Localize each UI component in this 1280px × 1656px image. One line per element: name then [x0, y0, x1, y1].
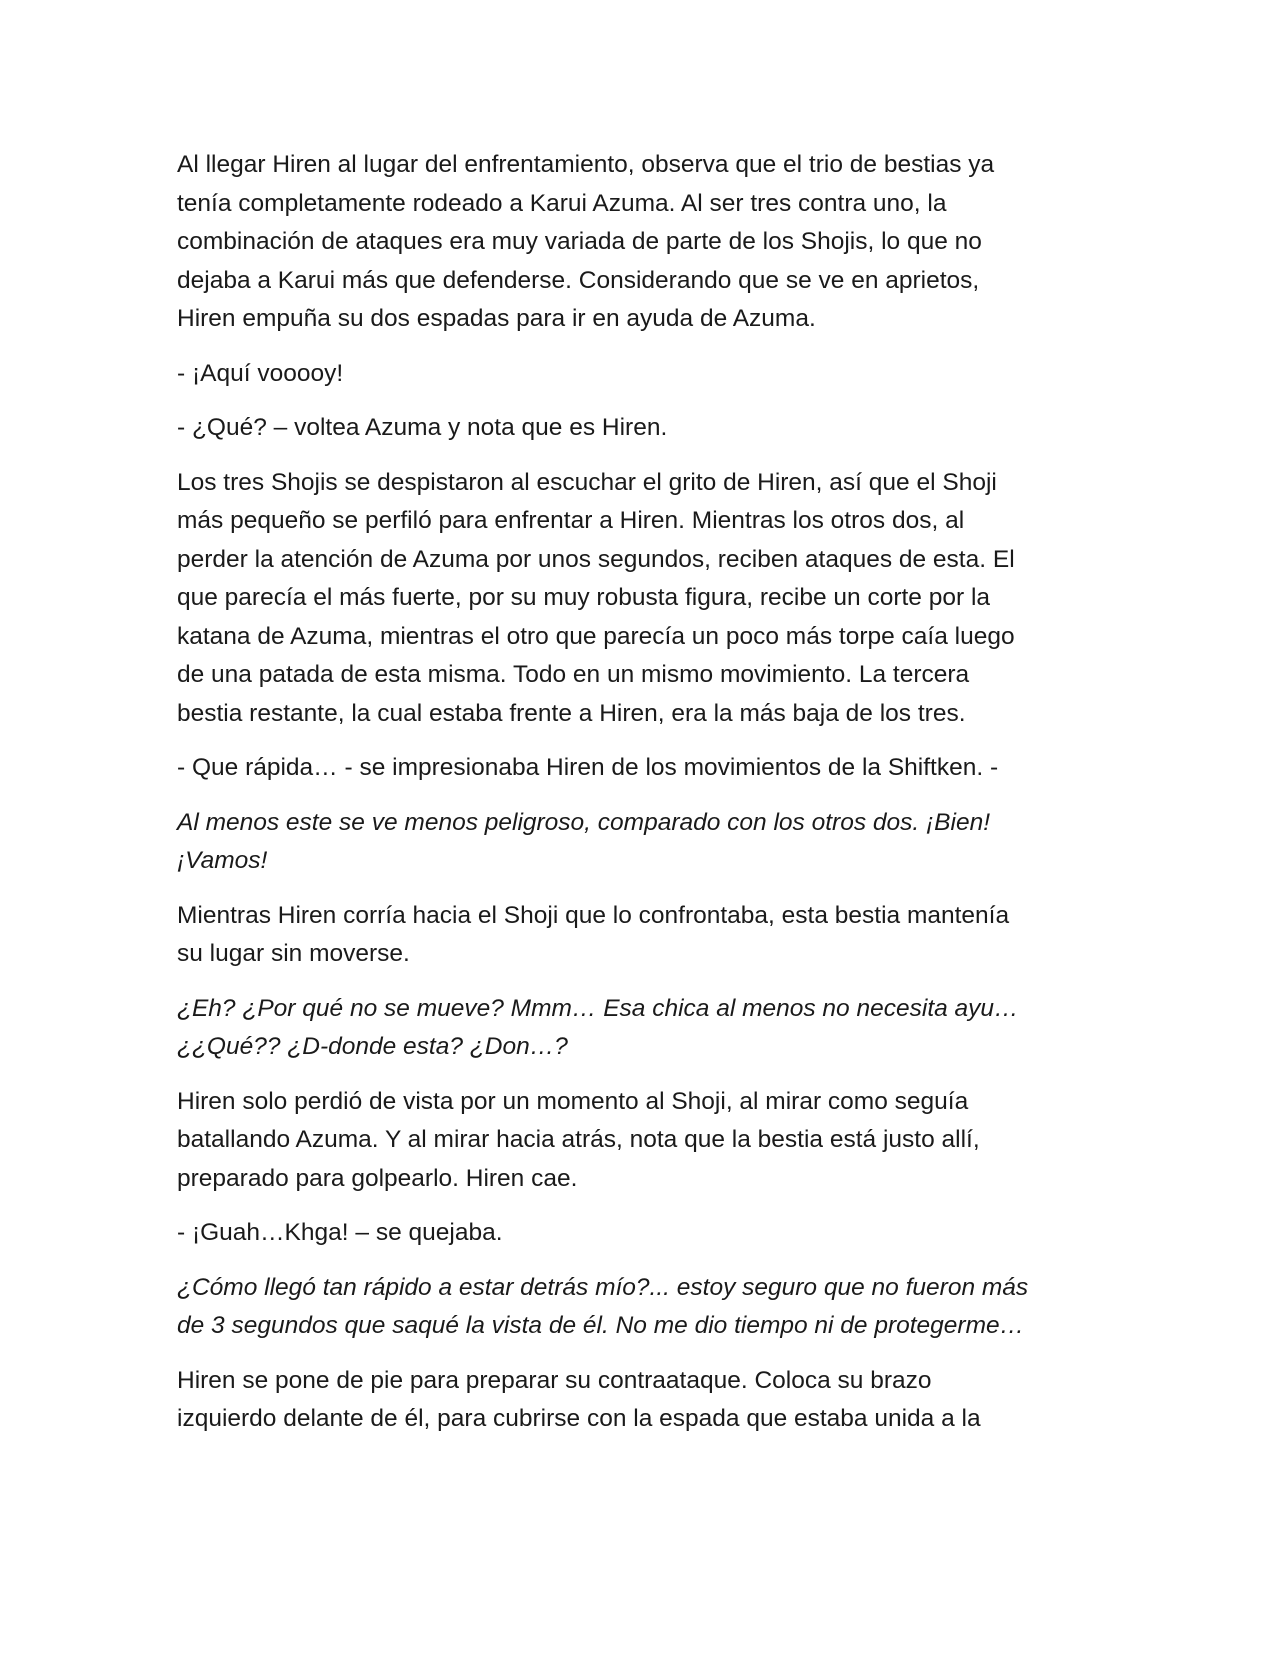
dialogue-line-2: - ¿Qué? – voltea Azuma y nota que es Hiren.	[177, 414, 668, 441]
dialogue-line-1: - ¡Aquí vooooy!	[177, 359, 344, 387]
inner-thought-1: Al menos este se ve menos peligroso, comparado con los otros dos. ¡Bien! ¡Vamos!	[177, 808, 990, 874]
paragraph-3: Mientras Hiren corría hacia el Shoji que lo confrontaba, esta bestia mantenía su lugar sin moverse.	[177, 901, 1010, 967]
paragraph-4: Hiren solo perdió de vista por un momento al Shoji, al mirar como seguía batallando Azuma. Y al mirar hacia atrás, nota que la bestia está justo allí, preparado para golpearlo. Hiren cae.	[177, 1087, 980, 1192]
dialogue-line-4: - ¡Guah…Khga! – se quejaba.	[177, 1219, 503, 1246]
paragraph-1: Al llegar Hiren al lugar del enfrentamiento, observa que el trio de bestias ya tenía completamente rodeado a Karui Azuma. Al ser tres contra uno, la combinación de ataques era muy variada de parte de los Shojis, lo que no dejaba a Karui más que defenderse. Considerando que se ve en aprietos, Hiren empuña su dos espadas para ir en ayuda de Azuma.	[177, 151, 995, 332]
dialogue-line-3: - Que rápida… - se impresionaba Hiren de los movimientos de la Shiftken. -	[177, 754, 999, 781]
inner-thought-2: ¿Eh? ¿Por qué no se mueve? Mmm… Esa chica al menos no necesita ayu… ¿¿Qué?? ¿D-donde esta? ¿Don…?	[177, 994, 1019, 1060]
document-body	[177, 146, 1107, 1455]
paragraph-2: Los tres Shojis se despistaron al escuchar el grito de Hiren, así que el Shoji más pequeño se perfiló para enfrentar a Hiren. Mientras los otros dos, al perder la atención de Azuma por unos segundos, reciben ataques de esta. El que parecía el más fuerte, por su muy robusta figura, recibe un corte por la katana de Azuma, mientras el otro que parecía un poco más torpe caía luego de una patada de esta misma. Todo en un mismo movimiento. La tercera bestia restante, la cual estaba frente a Hiren, era la más baja de los tres.	[177, 468, 1015, 727]
inner-thought-3: ¿Cómo llegó tan rápido a estar detrás mío?... estoy seguro que no fueron más de 3 segundos que saqué la vista de él. No me dio tiempo ni de protegerme…	[177, 1273, 1029, 1339]
paragraph-5: Hiren se pone de pie para preparar su contraataque. Coloca su brazo izquierdo delante de él, para cubrirse con la espada que estaba unida a la	[177, 1366, 981, 1432]
